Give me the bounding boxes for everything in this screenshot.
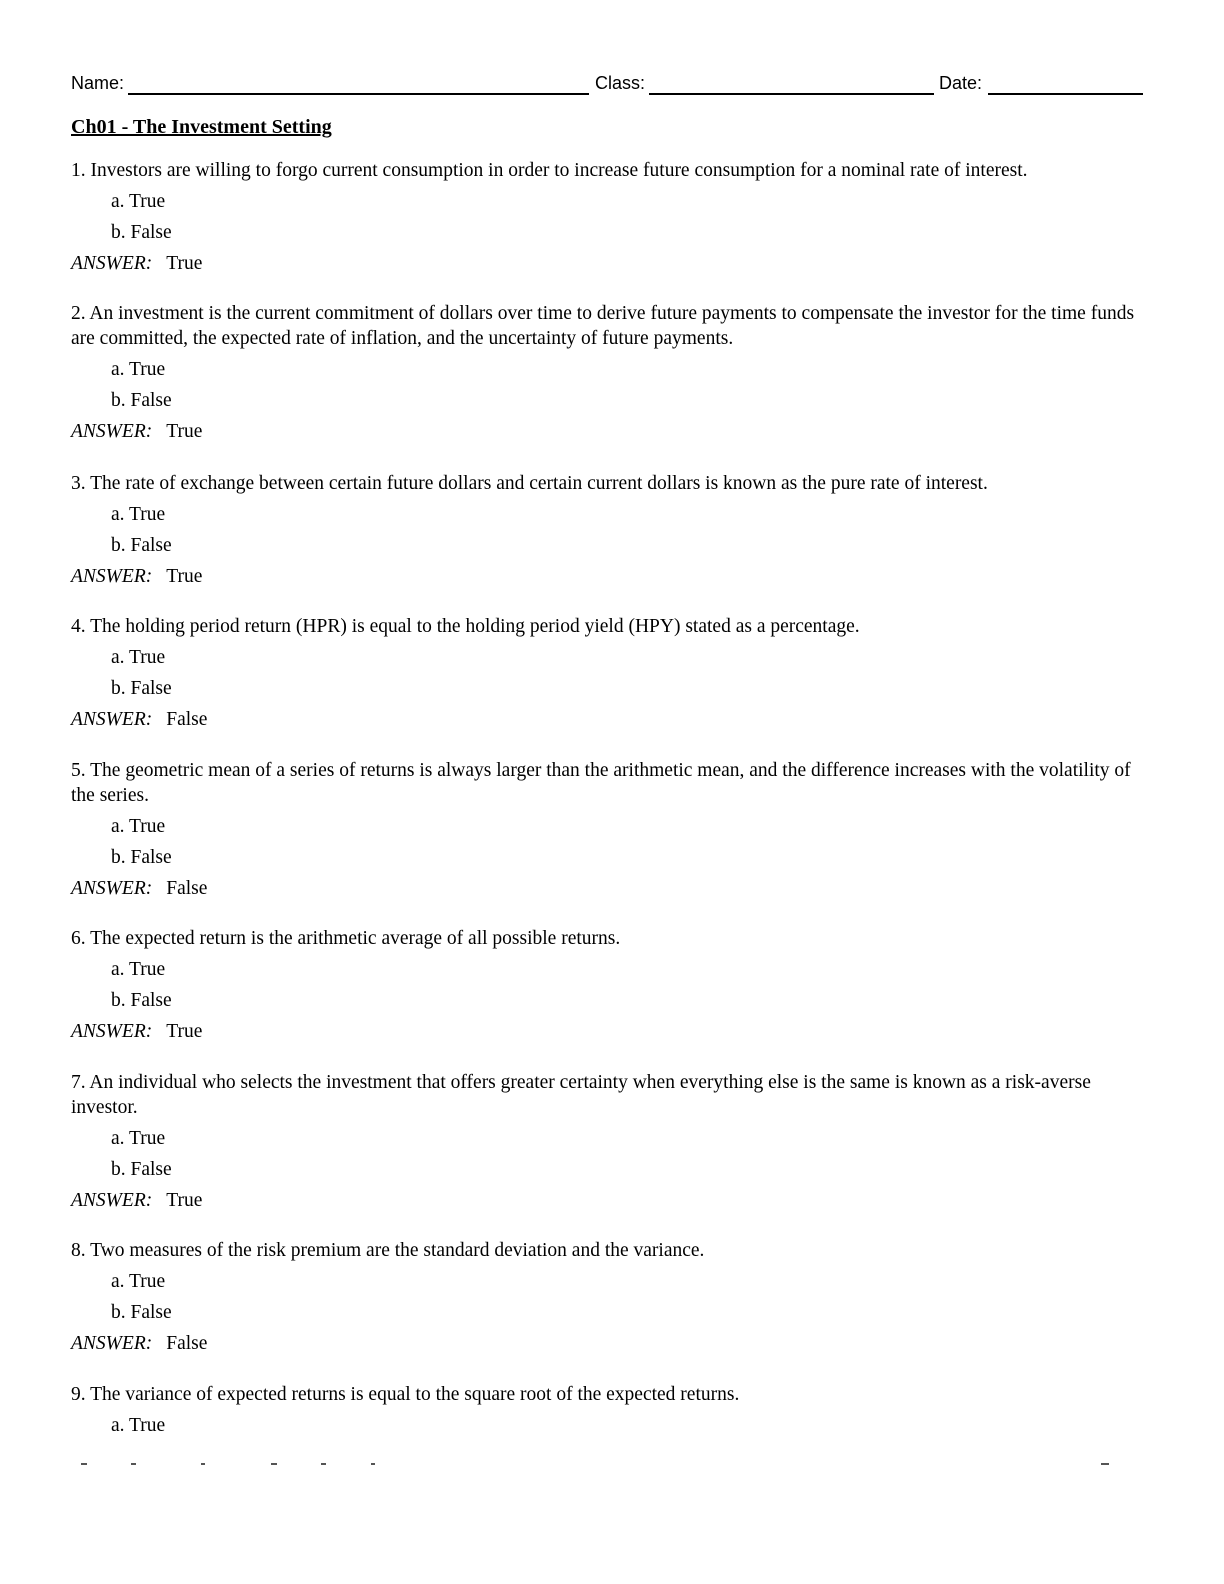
answer-label: ANSWER: <box>71 253 153 274</box>
answer-option: a. True <box>111 647 166 668</box>
answer-value: False <box>166 878 208 899</box>
answer-value: True <box>166 566 203 587</box>
answer-value: True <box>166 421 203 442</box>
answer-option: b. False <box>111 1159 172 1180</box>
answer-option: a. True <box>111 359 166 380</box>
answer-label: ANSWER: <box>71 878 153 899</box>
question-9 <box>71 1382 1143 1441</box>
question-7 <box>71 1070 1143 1216</box>
question-stem: 1. Investors are willing to forgo current consumption in order to increase future consumption for a nominal rate of interest. <box>71 160 1028 181</box>
date-blank-line <box>988 93 1143 95</box>
class-label: Class: <box>595 73 646 93</box>
answer-value: True <box>166 253 203 274</box>
answer-option: b. False <box>111 390 172 411</box>
worksheet-page <box>71 0 1143 1584</box>
question-stem: 5. The geometric mean of a series of returns is always larger than the arithmetic mean, and the difference increases with the volatility of the series. <box>71 760 1131 806</box>
answer-label: ANSWER: <box>71 1021 153 1042</box>
answer-label: ANSWER: <box>71 1190 153 1211</box>
answer-label: ANSWER: <box>71 1333 153 1354</box>
question-stem: 7. An individual who selects the investment that offers greater certainty when everything else is the same is known as a risk-averse investor. <box>71 1072 1091 1118</box>
answer-option: b. False <box>111 535 172 556</box>
question-stem: 2. An investment is the current commitment of dollars over time to derive future payments to compensate the investor for the time funds are committed, the expected rate of inflation, and the uncertainty of future payments. <box>71 303 1135 349</box>
chapter-title: Ch01 - The Investment Setting <box>71 116 332 138</box>
question-stem: 3. The rate of exchange between certain future dollars and certain current dollars is known as the pure rate of interest. <box>71 473 988 494</box>
answer-line <box>71 561 1143 592</box>
answer-label: ANSWER: <box>71 566 153 587</box>
question-stem: 4. The holding period return (HPR) is equal to the holding period yield (HPY) stated as a percentage. <box>71 616 860 637</box>
answer-line <box>71 1185 1143 1216</box>
answer-value: False <box>166 1333 208 1354</box>
question-2 <box>71 301 1143 447</box>
answer-line <box>71 248 1143 279</box>
question-stem: 8. Two measures of the risk premium are the standard deviation and the variance. <box>71 1240 705 1261</box>
question-6 <box>71 926 1143 1047</box>
answer-option: a. True <box>111 504 166 525</box>
student-info-header <box>71 72 1143 98</box>
answer-line <box>71 704 1143 735</box>
answer-option: b. False <box>111 222 172 243</box>
question-1 <box>71 158 1143 279</box>
answer-option: a. True <box>111 1271 166 1292</box>
answer-option: a. True <box>111 1415 166 1436</box>
answer-line <box>71 416 1143 447</box>
answer-option: b. False <box>111 847 172 868</box>
answer-label: ANSWER: <box>71 709 153 730</box>
answer-value: False <box>166 709 208 730</box>
answer-value: True <box>166 1021 203 1042</box>
answer-option: a. True <box>111 191 166 212</box>
date-label: Date: <box>939 73 983 93</box>
question-stem: 9. The variance of expected returns is equal to the square root of the expected returns. <box>71 1384 740 1405</box>
question-stem: 6. The expected return is the arithmetic average of all possible returns. <box>71 928 621 949</box>
name-label: Name: <box>71 73 125 93</box>
answer-option: b. False <box>111 1302 172 1323</box>
question-4 <box>71 614 1143 735</box>
answer-option: b. False <box>111 678 172 699</box>
page-footer-cutoff <box>71 1460 1143 1466</box>
class-blank-line <box>649 93 934 95</box>
answer-option: a. True <box>111 1128 166 1149</box>
answer-option: b. False <box>111 990 172 1011</box>
answer-option: a. True <box>111 816 166 837</box>
question-8 <box>71 1238 1143 1359</box>
question-3 <box>71 471 1143 592</box>
answer-value: True <box>166 1190 203 1211</box>
question-5 <box>71 758 1143 904</box>
answer-option: a. True <box>111 959 166 980</box>
answer-line <box>71 873 1143 904</box>
name-blank-line <box>128 93 589 95</box>
answer-line <box>71 1016 1143 1047</box>
answer-line <box>71 1328 1143 1359</box>
answer-label: ANSWER: <box>71 421 153 442</box>
